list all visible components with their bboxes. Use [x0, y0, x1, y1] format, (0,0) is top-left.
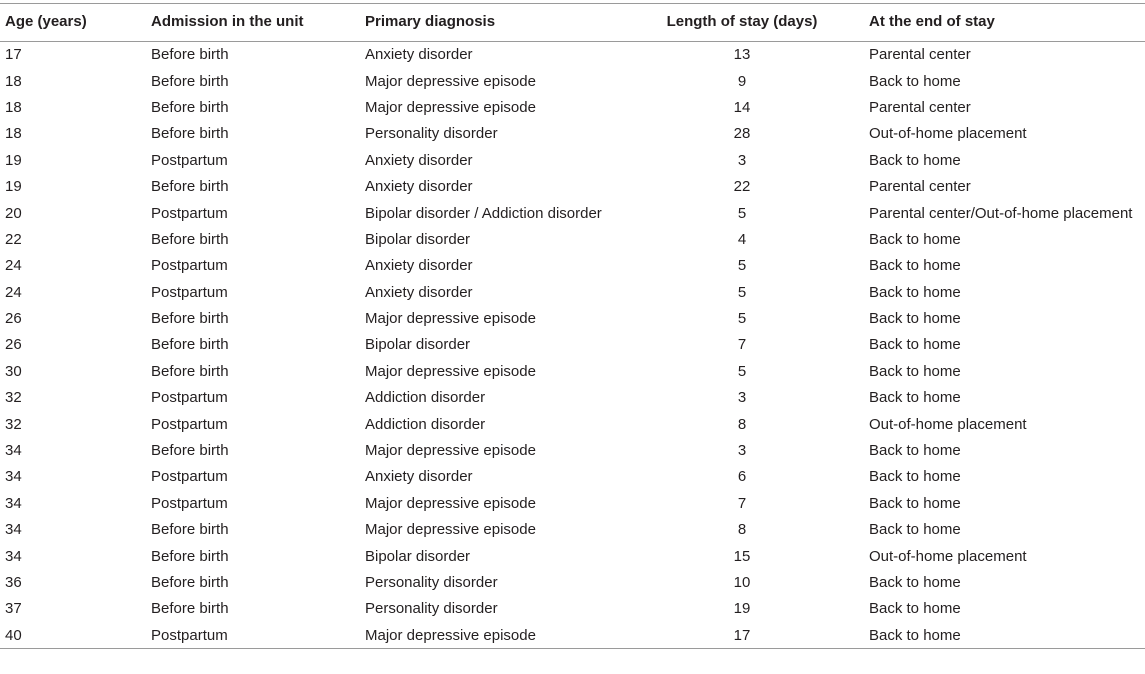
cell-diagnosis: Major depressive episode	[365, 310, 536, 328]
cell-age: 36	[5, 574, 22, 591]
cell-admission: Before birth	[151, 72, 229, 90]
cell-admission: Postpartum	[151, 151, 228, 169]
cell-diagnosis: Major depressive episode	[365, 494, 536, 512]
header-admission: Admission in the unit	[146, 3, 360, 41]
cell-end-of-stay: Back to home	[869, 389, 961, 407]
table-row	[0, 121, 1145, 147]
cell-end-of-stay: Back to home	[869, 336, 961, 354]
header-age: Age (years)	[0, 3, 146, 41]
cell-age: 19	[5, 151, 22, 169]
cell-diagnosis: Personality disorder	[365, 125, 498, 143]
cell-length-of-stay: 5	[737, 310, 747, 328]
cell-length-of-stay: 5	[737, 204, 747, 222]
cell-admission: Postpartum	[151, 283, 228, 301]
cell-diagnosis: Major depressive episode	[365, 521, 536, 539]
cell-end-of-stay: Out-of-home placement	[869, 125, 1027, 143]
table-row	[0, 411, 1145, 437]
cell-length-of-stay: 6	[737, 468, 747, 486]
cell-admission: Before birth	[151, 336, 229, 354]
cell-end-of-stay: Parental center	[869, 46, 971, 64]
cell-end-of-stay: Back to home	[869, 494, 961, 512]
cell-admission: Before birth	[151, 574, 229, 591]
cell-diagnosis: Major depressive episode	[365, 362, 536, 380]
cell-end-of-stay: Back to home	[869, 521, 961, 539]
table-row	[0, 569, 1145, 595]
table-row	[0, 543, 1145, 569]
table-row	[0, 279, 1145, 305]
cell-admission: Postpartum	[151, 389, 228, 407]
cell-length-of-stay: 4	[737, 230, 747, 248]
cell-admission: Before birth	[151, 178, 229, 196]
table-row	[0, 490, 1145, 516]
cell-length-of-stay: 7	[737, 494, 747, 512]
cell-age: 32	[5, 415, 22, 433]
table-row	[0, 173, 1145, 199]
table-row	[0, 464, 1145, 490]
table-row	[0, 226, 1145, 252]
cell-end-of-stay: Back to home	[869, 468, 961, 486]
patient-stay-table	[0, 3, 1145, 649]
cell-diagnosis: Bipolar disorder / Addiction disorder	[365, 204, 602, 222]
cell-end-of-stay: Back to home	[869, 600, 961, 618]
header-length-of-stay: Length of stay (days)	[620, 3, 864, 41]
table-row	[0, 596, 1145, 622]
table-row	[0, 622, 1145, 648]
table-row	[0, 385, 1145, 411]
cell-age: 34	[5, 468, 22, 486]
cell-age: 40	[0, 622, 146, 648]
header-diagnosis: Primary diagnosis	[360, 3, 620, 41]
cell-diagnosis: Personality disorder	[365, 600, 498, 618]
cell-diagnosis: Addiction disorder	[365, 415, 486, 433]
cell-diagnosis: Anxiety disorder	[365, 151, 473, 169]
cell-age: 22	[5, 230, 22, 248]
cell-length-of-stay: 10	[733, 574, 751, 591]
cell-admission: Before birth	[151, 310, 229, 328]
cell-diagnosis: Personality disorder	[365, 574, 498, 591]
cell-admission: Before birth	[151, 98, 229, 116]
cell-admission: Before birth	[151, 442, 229, 460]
cell-admission: Postpartum	[151, 204, 228, 222]
cell-age: 26	[5, 336, 22, 354]
cell-age: 26	[5, 310, 22, 328]
cell-length-of-stay: 8	[737, 415, 747, 433]
cell-end-of-stay: Back to home	[869, 362, 961, 380]
cell-diagnosis: Major depressive episode	[365, 72, 536, 90]
cell-length-of-stay: 3	[737, 442, 747, 460]
cell-end-of-stay: Parental center/Out-of-home placement	[869, 204, 1133, 222]
cell-length-of-stay: 7	[737, 336, 747, 354]
cell-length-of-stay: 28	[733, 125, 751, 143]
cell-age: 34	[5, 442, 22, 460]
header-row	[0, 4, 1145, 42]
cell-age: 32	[5, 389, 22, 407]
cell-length-of-stay: 17	[620, 622, 864, 648]
cell-diagnosis: Major depressive episode	[365, 442, 536, 460]
cell-admission: Before birth	[151, 521, 229, 539]
cell-diagnosis: Bipolar disorder	[365, 336, 471, 354]
cell-end-of-stay: Back to home	[869, 574, 961, 591]
cell-age: 18	[5, 125, 22, 143]
table-header	[0, 4, 1145, 42]
cell-diagnosis: Anxiety disorder	[365, 257, 473, 275]
cell-age: 37	[5, 600, 22, 618]
table-row	[0, 42, 1145, 68]
cell-length-of-stay: 3	[737, 151, 747, 169]
cell-diagnosis: Anxiety disorder	[365, 178, 473, 196]
cell-age: 34	[5, 521, 22, 539]
cell-length-of-stay: 13	[733, 46, 751, 64]
cell-admission: Before birth	[151, 230, 229, 248]
cell-length-of-stay: 19	[733, 600, 751, 618]
cell-diagnosis: Anxiety disorder	[365, 283, 473, 301]
cell-length-of-stay: 15	[733, 547, 751, 565]
cell-admission: Postpartum	[151, 257, 228, 275]
cell-age: 34	[5, 547, 22, 565]
cell-length-of-stay: 14	[733, 98, 751, 116]
cell-diagnosis: Bipolar disorder	[365, 547, 471, 565]
cell-end-of-stay: Back to home	[864, 622, 1145, 648]
cell-end-of-stay: Out-of-home placement	[869, 547, 1027, 565]
table-body	[0, 42, 1145, 649]
cell-length-of-stay: 5	[737, 257, 747, 275]
cell-age: 30	[5, 362, 22, 380]
cell-admission: Before birth	[151, 125, 229, 143]
cell-age: 34	[5, 494, 22, 512]
cell-length-of-stay: 22	[733, 178, 751, 196]
cell-admission: Before birth	[151, 547, 229, 565]
cell-age: 17	[5, 46, 22, 64]
cell-end-of-stay: Back to home	[869, 257, 961, 275]
table-row	[0, 358, 1145, 384]
cell-end-of-stay: Back to home	[869, 283, 961, 301]
cell-end-of-stay: Out-of-home placement	[869, 415, 1027, 433]
cell-diagnosis: Addiction disorder	[365, 389, 486, 407]
table-row	[0, 517, 1145, 543]
cell-end-of-stay: Back to home	[869, 151, 961, 169]
cell-age: 18	[5, 72, 22, 90]
cell-age: 18	[5, 98, 22, 116]
cell-end-of-stay: Back to home	[869, 442, 961, 460]
cell-end-of-stay: Back to home	[869, 310, 961, 328]
cell-end-of-stay: Parental center	[869, 98, 971, 116]
cell-end-of-stay: Back to home	[869, 230, 961, 248]
cell-admission: Postpartum	[151, 494, 228, 512]
table-row	[0, 253, 1145, 279]
table-row	[0, 68, 1145, 94]
cell-admission: Before birth	[151, 362, 229, 380]
cell-admission: Before birth	[151, 46, 229, 64]
table-row	[0, 147, 1145, 173]
cell-age: 19	[5, 178, 22, 196]
cell-diagnosis: Major depressive episode	[365, 98, 536, 116]
cell-diagnosis: Anxiety disorder	[365, 46, 473, 64]
cell-admission: Postpartum	[151, 415, 228, 433]
cell-age: 20	[5, 204, 22, 222]
cell-length-of-stay: 9	[737, 72, 747, 90]
table-row	[0, 200, 1145, 226]
cell-age: 24	[5, 257, 22, 275]
table-row	[0, 332, 1145, 358]
cell-admission: Before birth	[151, 600, 229, 618]
cell-length-of-stay: 5	[737, 283, 747, 301]
cell-diagnosis: Major depressive episode	[360, 622, 620, 648]
cell-length-of-stay: 3	[737, 389, 747, 407]
cell-length-of-stay: 8	[737, 521, 747, 539]
cell-age: 24	[5, 283, 22, 301]
cell-diagnosis: Bipolar disorder	[365, 230, 471, 248]
cell-end-of-stay: Parental center	[869, 178, 971, 196]
cell-admission: Postpartum	[146, 622, 360, 648]
cell-admission: Postpartum	[151, 468, 228, 486]
cell-length-of-stay: 5	[737, 362, 747, 380]
table-row	[0, 305, 1145, 331]
cell-end-of-stay: Back to home	[869, 72, 961, 90]
cell-diagnosis: Anxiety disorder	[365, 468, 473, 486]
header-end-of-stay: At the end of stay	[864, 3, 1145, 41]
table-row	[0, 94, 1145, 120]
table-row	[0, 437, 1145, 463]
